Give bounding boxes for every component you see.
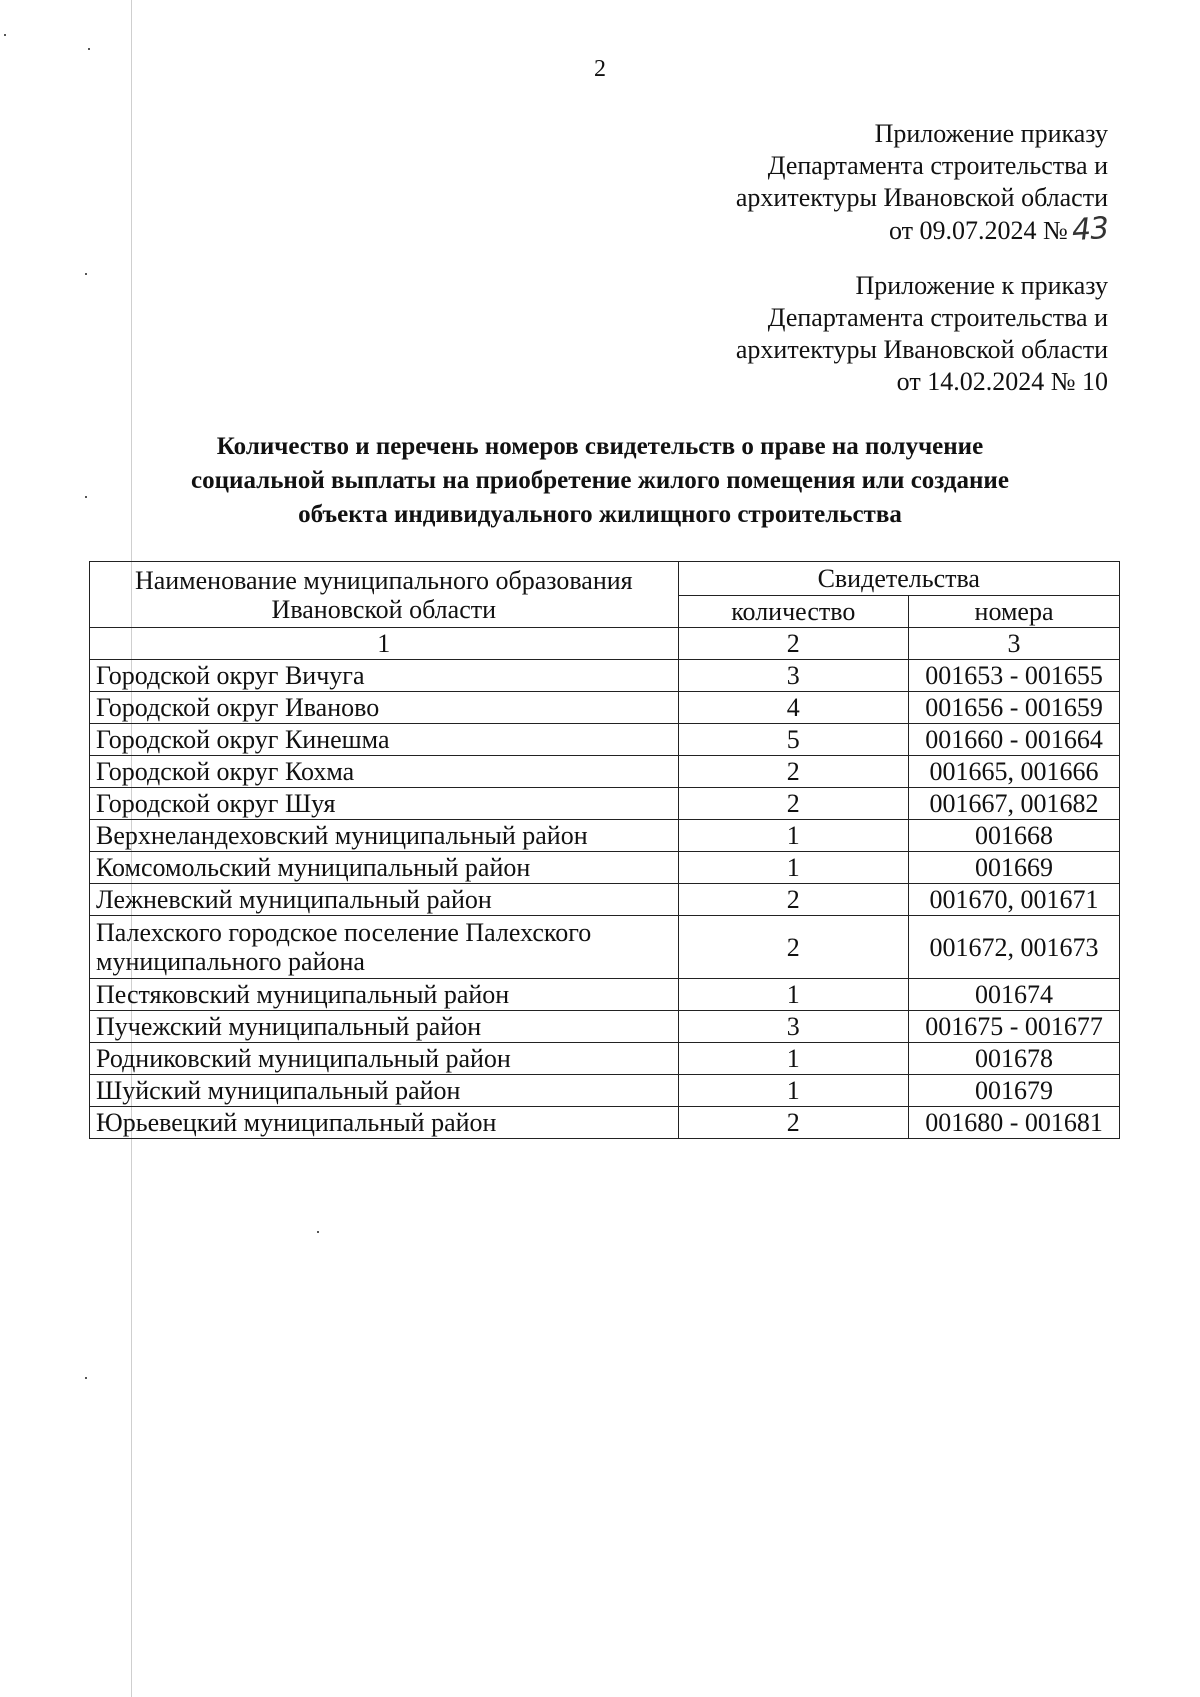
table-row [90,884,1120,916]
certificate-numbers: 001667, 001682 [909,788,1120,820]
appendix-header-current [736,118,1108,247]
appendix-date-line [736,210,1110,249]
scan-speck [88,48,90,50]
certificate-numbers: 001665, 001666 [909,756,1120,788]
appendix-line: Департамента строительства и [767,151,1108,180]
table-row [90,724,1120,756]
municipality-name: Городской округ Шуя [90,788,679,820]
title-line: объекта индивидуального жилищного строительства [298,501,902,528]
certificate-count: 4 [678,692,908,724]
certificate-numbers: 001669 [909,852,1120,884]
handwritten-order-number: 43 [1070,210,1110,249]
column-index: 3 [909,628,1120,660]
scan-speck [317,1231,319,1233]
certificate-count: 2 [678,756,908,788]
appendix-line: архитектуры Ивановской области [735,183,1108,212]
scan-speck [85,496,87,498]
table-row [90,852,1120,884]
page-number: 2 [594,56,606,82]
scan-speck [85,1377,87,1379]
certificate-count: 1 [678,979,908,1011]
certificate-count: 2 [678,916,908,979]
table-row [90,788,1120,820]
certificate-count: 1 [678,820,908,852]
municipality-name: Шуйский муниципальный район [90,1075,679,1107]
municipality-name: Юрьевецкий муниципальный район [90,1107,679,1139]
certificate-count: 2 [678,1107,908,1139]
municipality-name: Городской округ Кинешма [90,724,679,756]
municipality-name: Палехского городское поселение Палехского муниципального района [90,916,679,979]
appendix-line: архитектуры Ивановской области [735,335,1108,364]
certificate-numbers: 001675 - 001677 [909,1011,1120,1043]
appendix-line: Приложение к приказу [855,271,1108,300]
header-numbers: номера [909,596,1120,628]
certificate-count: 2 [678,884,908,916]
title-line: социальной выплаты на приобретение жилого помещения или создание [191,467,1009,494]
appendix-date: от 09.07.2024 № [888,216,1068,245]
municipality-name: Пучежский муниципальный район [90,1011,679,1043]
table-row [90,979,1120,1011]
document-title [120,430,1080,532]
appendix-line: Департамента строительства и [767,303,1108,332]
scan-speck [85,273,87,275]
certificate-count: 2 [678,788,908,820]
appendix-header-original [736,270,1108,398]
header-certificates: Свидетельства [678,562,1119,596]
header-count: количество [678,596,908,628]
certificate-numbers: 001679 [909,1075,1120,1107]
municipality-name: Родниковский муниципальный район [90,1043,679,1075]
municipality-name: Пестяковский муниципальный район [90,979,679,1011]
municipality-name: Городской округ Кохма [90,756,679,788]
municipality-name: Лежневский муниципальный район [90,884,679,916]
certificate-numbers: 001656 - 001659 [909,692,1120,724]
certificate-count: 5 [678,724,908,756]
certificate-count: 1 [678,1043,908,1075]
municipality-name: Городской округ Иваново [90,692,679,724]
certificate-numbers: 001660 - 001664 [909,724,1120,756]
municipality-name: Верхнеландеховский муниципальный район [90,820,679,852]
municipality-name: Городской округ Вичуга [90,660,679,692]
certificate-numbers: 001668 [909,820,1120,852]
table-row [90,1075,1120,1107]
title-line: Количество и перечень номеров свидетельств о праве на получение [216,433,984,460]
certificate-count: 1 [678,852,908,884]
column-index: 1 [90,628,679,660]
certificate-numbers: 001680 - 001681 [909,1107,1120,1139]
certificate-numbers: 001678 [909,1043,1120,1075]
certificate-count: 1 [678,1075,908,1107]
table-row [90,1011,1120,1043]
table-row [90,756,1120,788]
table-row [90,1043,1120,1075]
municipality-name: Комсомольский муниципальный район [90,852,679,884]
appendix-line: от 14.02.2024 № 10 [896,367,1108,396]
header-municipality: Наименование муниципального образования Ивановской области [90,562,679,628]
table-row [90,660,1120,692]
certificate-count: 3 [678,660,908,692]
table-row [90,916,1120,979]
certificate-numbers: 001653 - 001655 [909,660,1120,692]
certificate-numbers: 001670, 001671 [909,884,1120,916]
table-row [90,1107,1120,1139]
table-row [90,820,1120,852]
column-index: 2 [678,628,908,660]
appendix-line: Приложение приказу [874,119,1108,148]
certificates-table [89,561,1120,1139]
scan-speck [4,34,6,36]
certificate-count: 3 [678,1011,908,1043]
certificate-numbers: 001674 [909,979,1120,1011]
certificate-numbers: 001672, 001673 [909,916,1120,979]
table-row [90,692,1120,724]
